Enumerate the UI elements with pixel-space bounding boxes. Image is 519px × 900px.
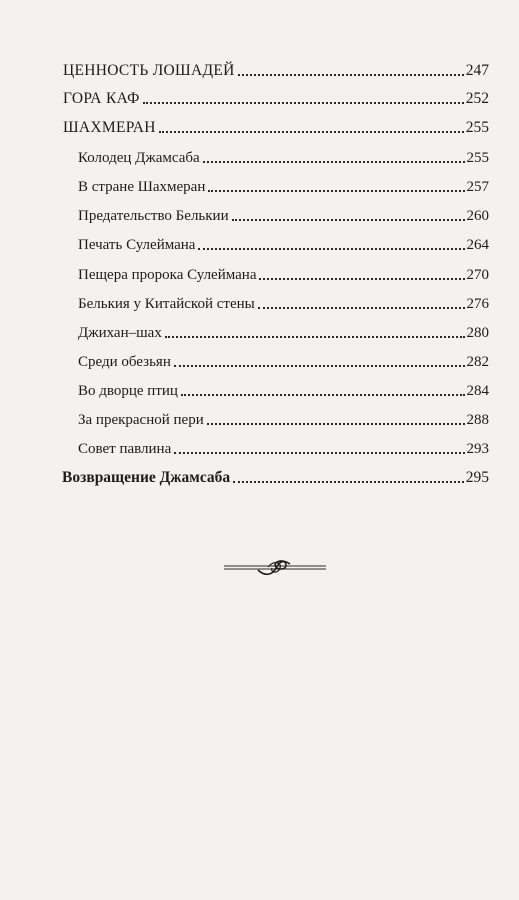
toc-entry-title: Возвращение Джамсаба bbox=[62, 469, 231, 486]
dot-leader bbox=[232, 219, 465, 221]
dot-leader bbox=[203, 161, 465, 163]
toc-entry-page: 260 bbox=[466, 208, 489, 224]
toc-entry-page: 255 bbox=[466, 150, 489, 166]
toc-entry-page: 282 bbox=[466, 354, 489, 370]
toc-entry-8[interactable] bbox=[0, 291, 489, 313]
toc-entry-title: ЦЕННОСТЬ ЛОШАДЕЙ bbox=[63, 62, 235, 79]
toc-entry-12[interactable] bbox=[0, 407, 489, 429]
toc-entry-title: Пещера пророка Сулеймана bbox=[78, 267, 257, 283]
dot-leader bbox=[259, 278, 464, 280]
toc-entry-7[interactable] bbox=[0, 262, 489, 284]
toc-entry-14[interactable] bbox=[0, 465, 489, 487]
toc-entry-page: 257 bbox=[466, 179, 489, 195]
dot-leader bbox=[174, 452, 464, 454]
dot-leader bbox=[174, 365, 465, 367]
toc-entry-title: За прекрасной пери bbox=[78, 412, 204, 428]
toc-entry-title: В стране Шахмеран bbox=[78, 179, 206, 195]
toc-entry-page: 276 bbox=[466, 296, 489, 312]
toc-entry-0[interactable] bbox=[0, 58, 489, 80]
toc-entry-page: 284 bbox=[466, 383, 489, 399]
toc-entry-page: 252 bbox=[465, 90, 489, 107]
toc-entry-9[interactable] bbox=[0, 320, 489, 342]
dot-leader bbox=[143, 102, 464, 104]
toc-entry-4[interactable] bbox=[0, 174, 489, 196]
toc-entry-1[interactable] bbox=[0, 86, 489, 108]
dot-leader bbox=[198, 248, 464, 250]
dot-leader bbox=[238, 74, 464, 76]
toc-entry-title: Джихан–шах bbox=[78, 325, 162, 341]
toc-entry-5[interactable] bbox=[0, 203, 489, 225]
toc-entry-page: 255 bbox=[465, 119, 489, 136]
toc-entry-page: 247 bbox=[465, 62, 489, 79]
toc-entry-page: 293 bbox=[466, 441, 489, 457]
dot-leader bbox=[159, 131, 464, 133]
toc-entry-title: Во дворце птиц bbox=[78, 383, 178, 399]
toc-entry-title: Печать Сулеймана bbox=[78, 237, 196, 253]
dot-leader bbox=[208, 190, 464, 192]
toc-entry-page: 295 bbox=[465, 469, 489, 486]
dot-leader bbox=[207, 423, 465, 425]
dot-leader bbox=[165, 336, 465, 338]
toc-entry-3[interactable] bbox=[0, 145, 489, 167]
dot-leader bbox=[258, 307, 465, 309]
toc-entry-page: 280 bbox=[466, 325, 489, 341]
toc-entry-13[interactable] bbox=[0, 436, 489, 458]
flourish-divider-icon bbox=[224, 556, 326, 580]
toc-entry-10[interactable] bbox=[0, 349, 489, 371]
toc-entry-title: ШАХМЕРАН bbox=[63, 119, 156, 136]
toc-entry-title: Белькия у Китайской стены bbox=[78, 296, 255, 312]
toc-entry-title: ГОРА КАФ bbox=[63, 90, 140, 107]
toc-entry-title: Колодец Джамсаба bbox=[78, 150, 200, 166]
toc-entry-title: Совет павлина bbox=[78, 441, 172, 457]
toc-entry-title: Среди обезьян bbox=[78, 354, 171, 370]
toc-entry-title: Предательство Белькии bbox=[78, 208, 229, 224]
toc-entry-2[interactable] bbox=[0, 115, 489, 137]
toc-entry-11[interactable] bbox=[0, 378, 489, 400]
dot-leader bbox=[233, 481, 464, 483]
toc-entry-page: 288 bbox=[466, 412, 489, 428]
toc-entry-page: 264 bbox=[466, 237, 489, 253]
toc-entry-6[interactable] bbox=[0, 232, 489, 254]
dot-leader bbox=[181, 394, 465, 396]
toc-entry-page: 270 bbox=[466, 267, 489, 283]
